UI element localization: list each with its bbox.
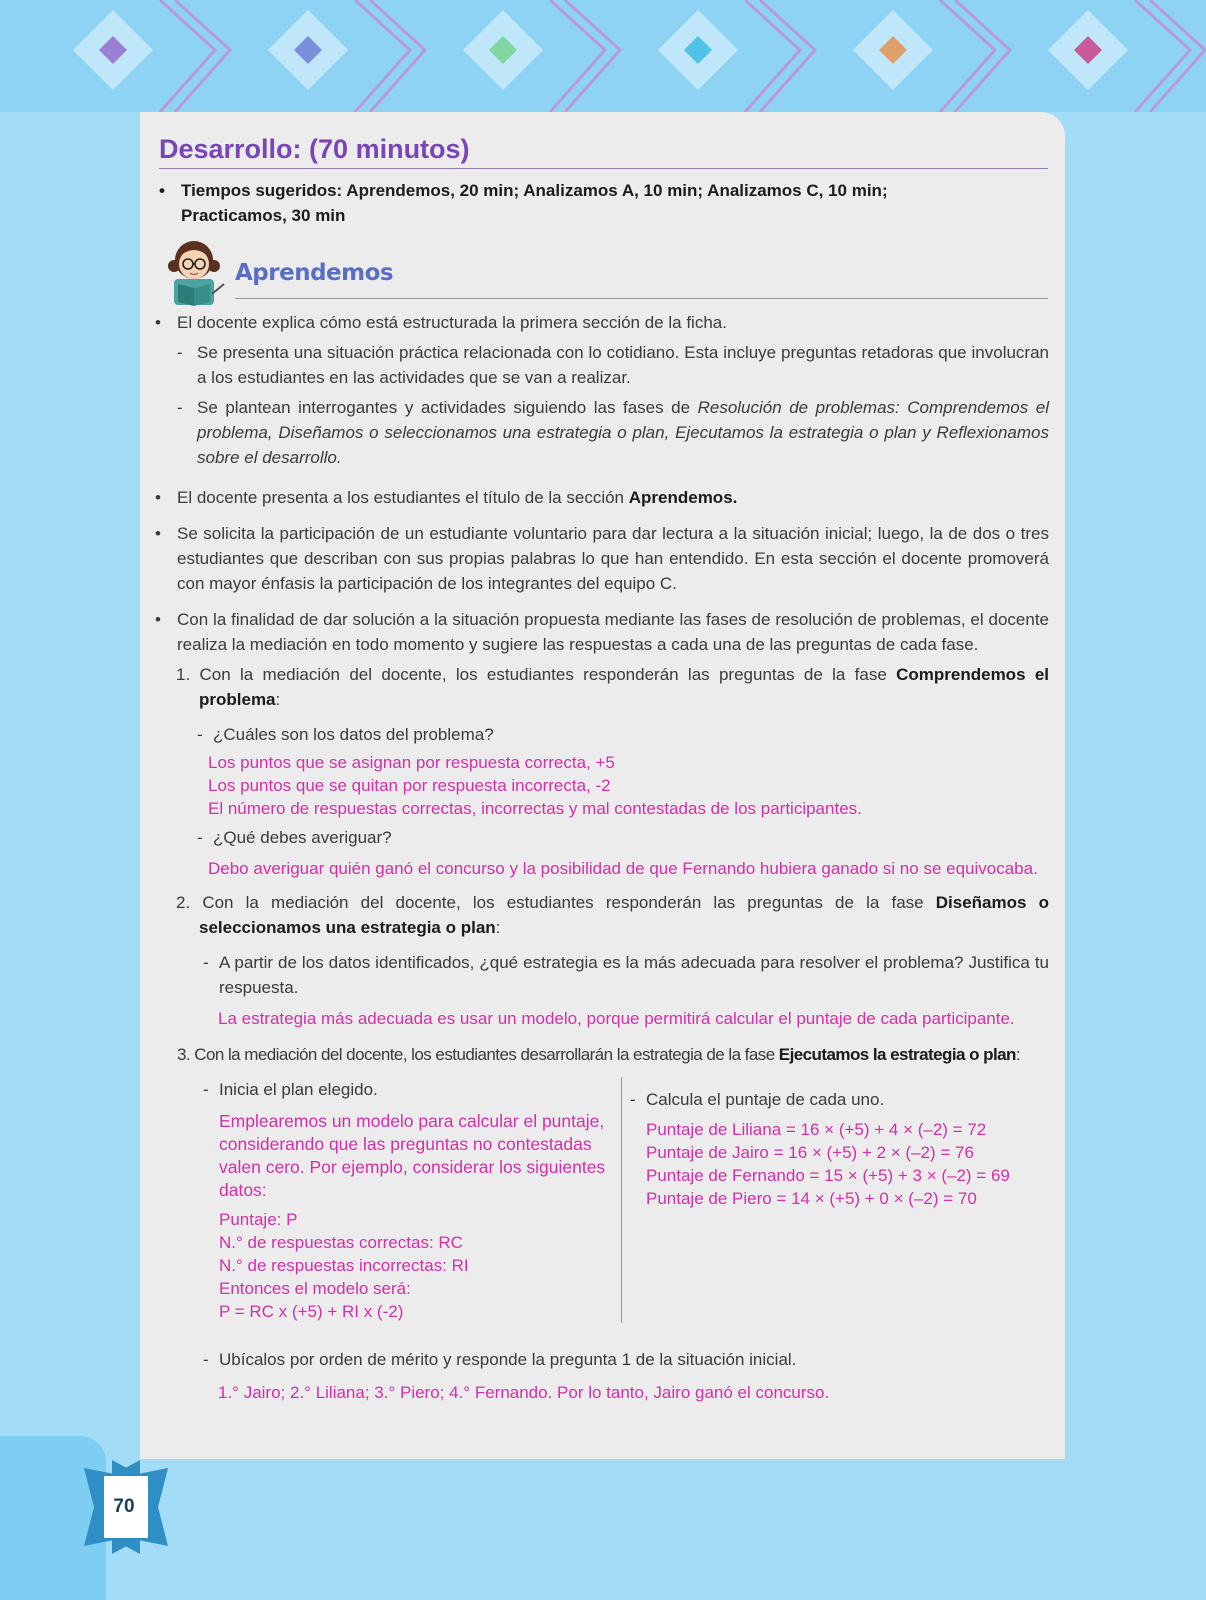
step-1-answer-2: Debo averiguar quién ganó el concurso y la posibilidad de que Fernando hubiera ganado si no se equivocaba. <box>208 859 1038 878</box>
step-3-left-column <box>153 1077 621 1323</box>
step-3-model-list <box>153 1208 621 1323</box>
model-line: N.° de respuestas correctas: RC <box>219 1233 463 1252</box>
score-line: Puntaje de Liliana = 16 × (+5) + 4 × (–2) = 72 <box>646 1120 987 1139</box>
step-3-final-answer: 1.° Jairo; 2.° Liliana; 3.° Piero; 4.° Fernando. Por lo tanto, Jairo ganó el concurso. <box>218 1383 830 1402</box>
step-2-question: - A partir de los datos identificados, ¿qué estrategia es la más adecuada para resolver el problema? Justifica tu respuesta. <box>153 950 1049 1000</box>
score-line: Puntaje de Piero = 14 × (+5) + 0 × (–2) = 70 <box>646 1189 977 1208</box>
step-3-text: 3. Con la mediación del docente, los estudiantes desarrollarán la estrategia de la fase <box>177 1045 779 1064</box>
answer-line: Los puntos que se quitan por respuesta incorrecta, -2 <box>208 776 611 795</box>
step-3-right-question: - Calcula el puntaje de cada uno. <box>622 1077 1042 1112</box>
aprendemos-underline <box>235 298 1048 299</box>
score-line: Puntaje de Jairo = 16 × (+5) + 2 × (–2) = 76 <box>646 1143 974 1162</box>
answer-line: Los puntos que se asignan por respuesta correcta, +5 <box>208 753 615 772</box>
step-1-answer-1 <box>153 751 1049 820</box>
bullet-title <box>153 485 1049 510</box>
page-number: 70 <box>113 1496 135 1517</box>
sub-item-phases <box>153 395 1049 470</box>
sub-item-situation: - Se presenta una situación práctica relacionada con lo cotidiano. Esta incluye preguntas retadoras que involucran a los estudiantes en las actividades que se van a realizar. <box>153 340 1049 390</box>
step-3-final-question: - Ubícalos por orden de mérito y responde la pregunta 1 de la situación inicial. <box>153 1347 1049 1372</box>
step-3-suffix: : <box>1015 1045 1021 1064</box>
model-line: Entonces el modelo será: <box>219 1279 411 1298</box>
step-3-phase: Ejecutamos la estrategia o plan <box>778 1045 1016 1064</box>
score-line: Puntaje de Fernando = 15 × (+5) + 3 × (–2) = 69 <box>646 1166 1010 1185</box>
bullet-participation: • Se solicita la participación de un estudiante voluntario para dar lectura a la situación inicial; luego, la de dos o tres estudiantes que describan con sus propias palabras lo que han entendido. En esta sección el docente promoverá con mayor énfasis la participación de los integrantes del equipo C. <box>153 521 1049 596</box>
step-3-left-question: - Inicia el plan elegido. <box>153 1077 621 1102</box>
score-list <box>622 1118 1042 1210</box>
step-2-phase: Diseñamos o seleccionamos una estrategia o plan <box>199 893 1049 937</box>
step-3-right-column <box>621 1077 1042 1323</box>
model-line: N.° de respuestas incorrectas: RI <box>219 1256 469 1275</box>
phases-italic: Resolución de problemas: Comprendemos el problema, Diseñamos o seleccionamos una estrategia o plan, Ejecutamos la estrategia o plan y Reflexionamos sobre el desarrollo. <box>197 398 1049 467</box>
step-1-phase: Comprendemos el problema <box>199 665 1050 709</box>
bullet-title-text: El docente presenta a los estudiantes el título de la sección <box>177 488 629 507</box>
step-1-question-2: - ¿Qué debes averiguar? <box>153 825 1049 850</box>
step-2-suffix: : <box>495 918 501 937</box>
main-content <box>159 130 1049 1405</box>
step-1 <box>153 662 1049 712</box>
reading-girl-icon <box>164 236 228 306</box>
content-body <box>153 310 1201 1405</box>
bullet-structure: • El docente explica cómo está estructurada la primera sección de la ficha. <box>153 310 1049 335</box>
aprendemos-header <box>159 228 1049 306</box>
model-line: Puntaje: P <box>219 1210 298 1229</box>
step-1-text: 1. Con la mediación del docente, los estudiantes responderán las preguntas de la fase <box>176 665 897 684</box>
model-line: P = RC x (+5) + RI x (-2) <box>219 1302 404 1321</box>
step-2-text: 2. Con la mediación del docente, los estudiantes responderán las preguntas de la fase <box>176 893 936 912</box>
step-3-left-answer: Emplearemos un modelo para calcular el puntaje, considerando que las preguntas no contestadas valen cero. Por ejemplo, considerar los siguientes datos: <box>219 1111 606 1200</box>
decorative-banner <box>0 0 1206 112</box>
answer-line: El número de respuestas correctas, incorrectas y mal contestadas de los participantes. <box>208 799 862 818</box>
suggested-times: • Tiempos sugeridos: Aprendemos, 20 min; Analizamos A, 10 min; Analizamos C, 10 min; Practicamos, 30 min <box>159 178 971 228</box>
bullet-title-bold: Aprendemos. <box>628 488 738 507</box>
step-2-answer: La estrategia más adecuada es usar un modelo, porque permitirá calcular el puntaje de cada participante. <box>218 1009 1015 1028</box>
phases-prefix: Se plantean interrogantes y actividades siguiendo las fases de <box>197 398 698 417</box>
aprendemos-title: Aprendemos <box>235 260 394 286</box>
step-1-question-1: - ¿Cuáles son los datos del problema? <box>153 722 1049 747</box>
step-2 <box>153 890 1049 940</box>
step-3-columns <box>153 1077 1049 1323</box>
step-3 <box>153 1042 1057 1067</box>
section-title: Desarrollo: (70 minutos) <box>159 130 1048 169</box>
step-1-suffix: : <box>275 690 281 709</box>
bullet-mediation: • Con la finalidad de dar solución a la situación propuesta mediante las fases de resolución de problemas, el docente realiza la mediación en todo momento y sugiere las respuestas a cada una de las preguntas de cada fase. <box>153 607 1049 657</box>
